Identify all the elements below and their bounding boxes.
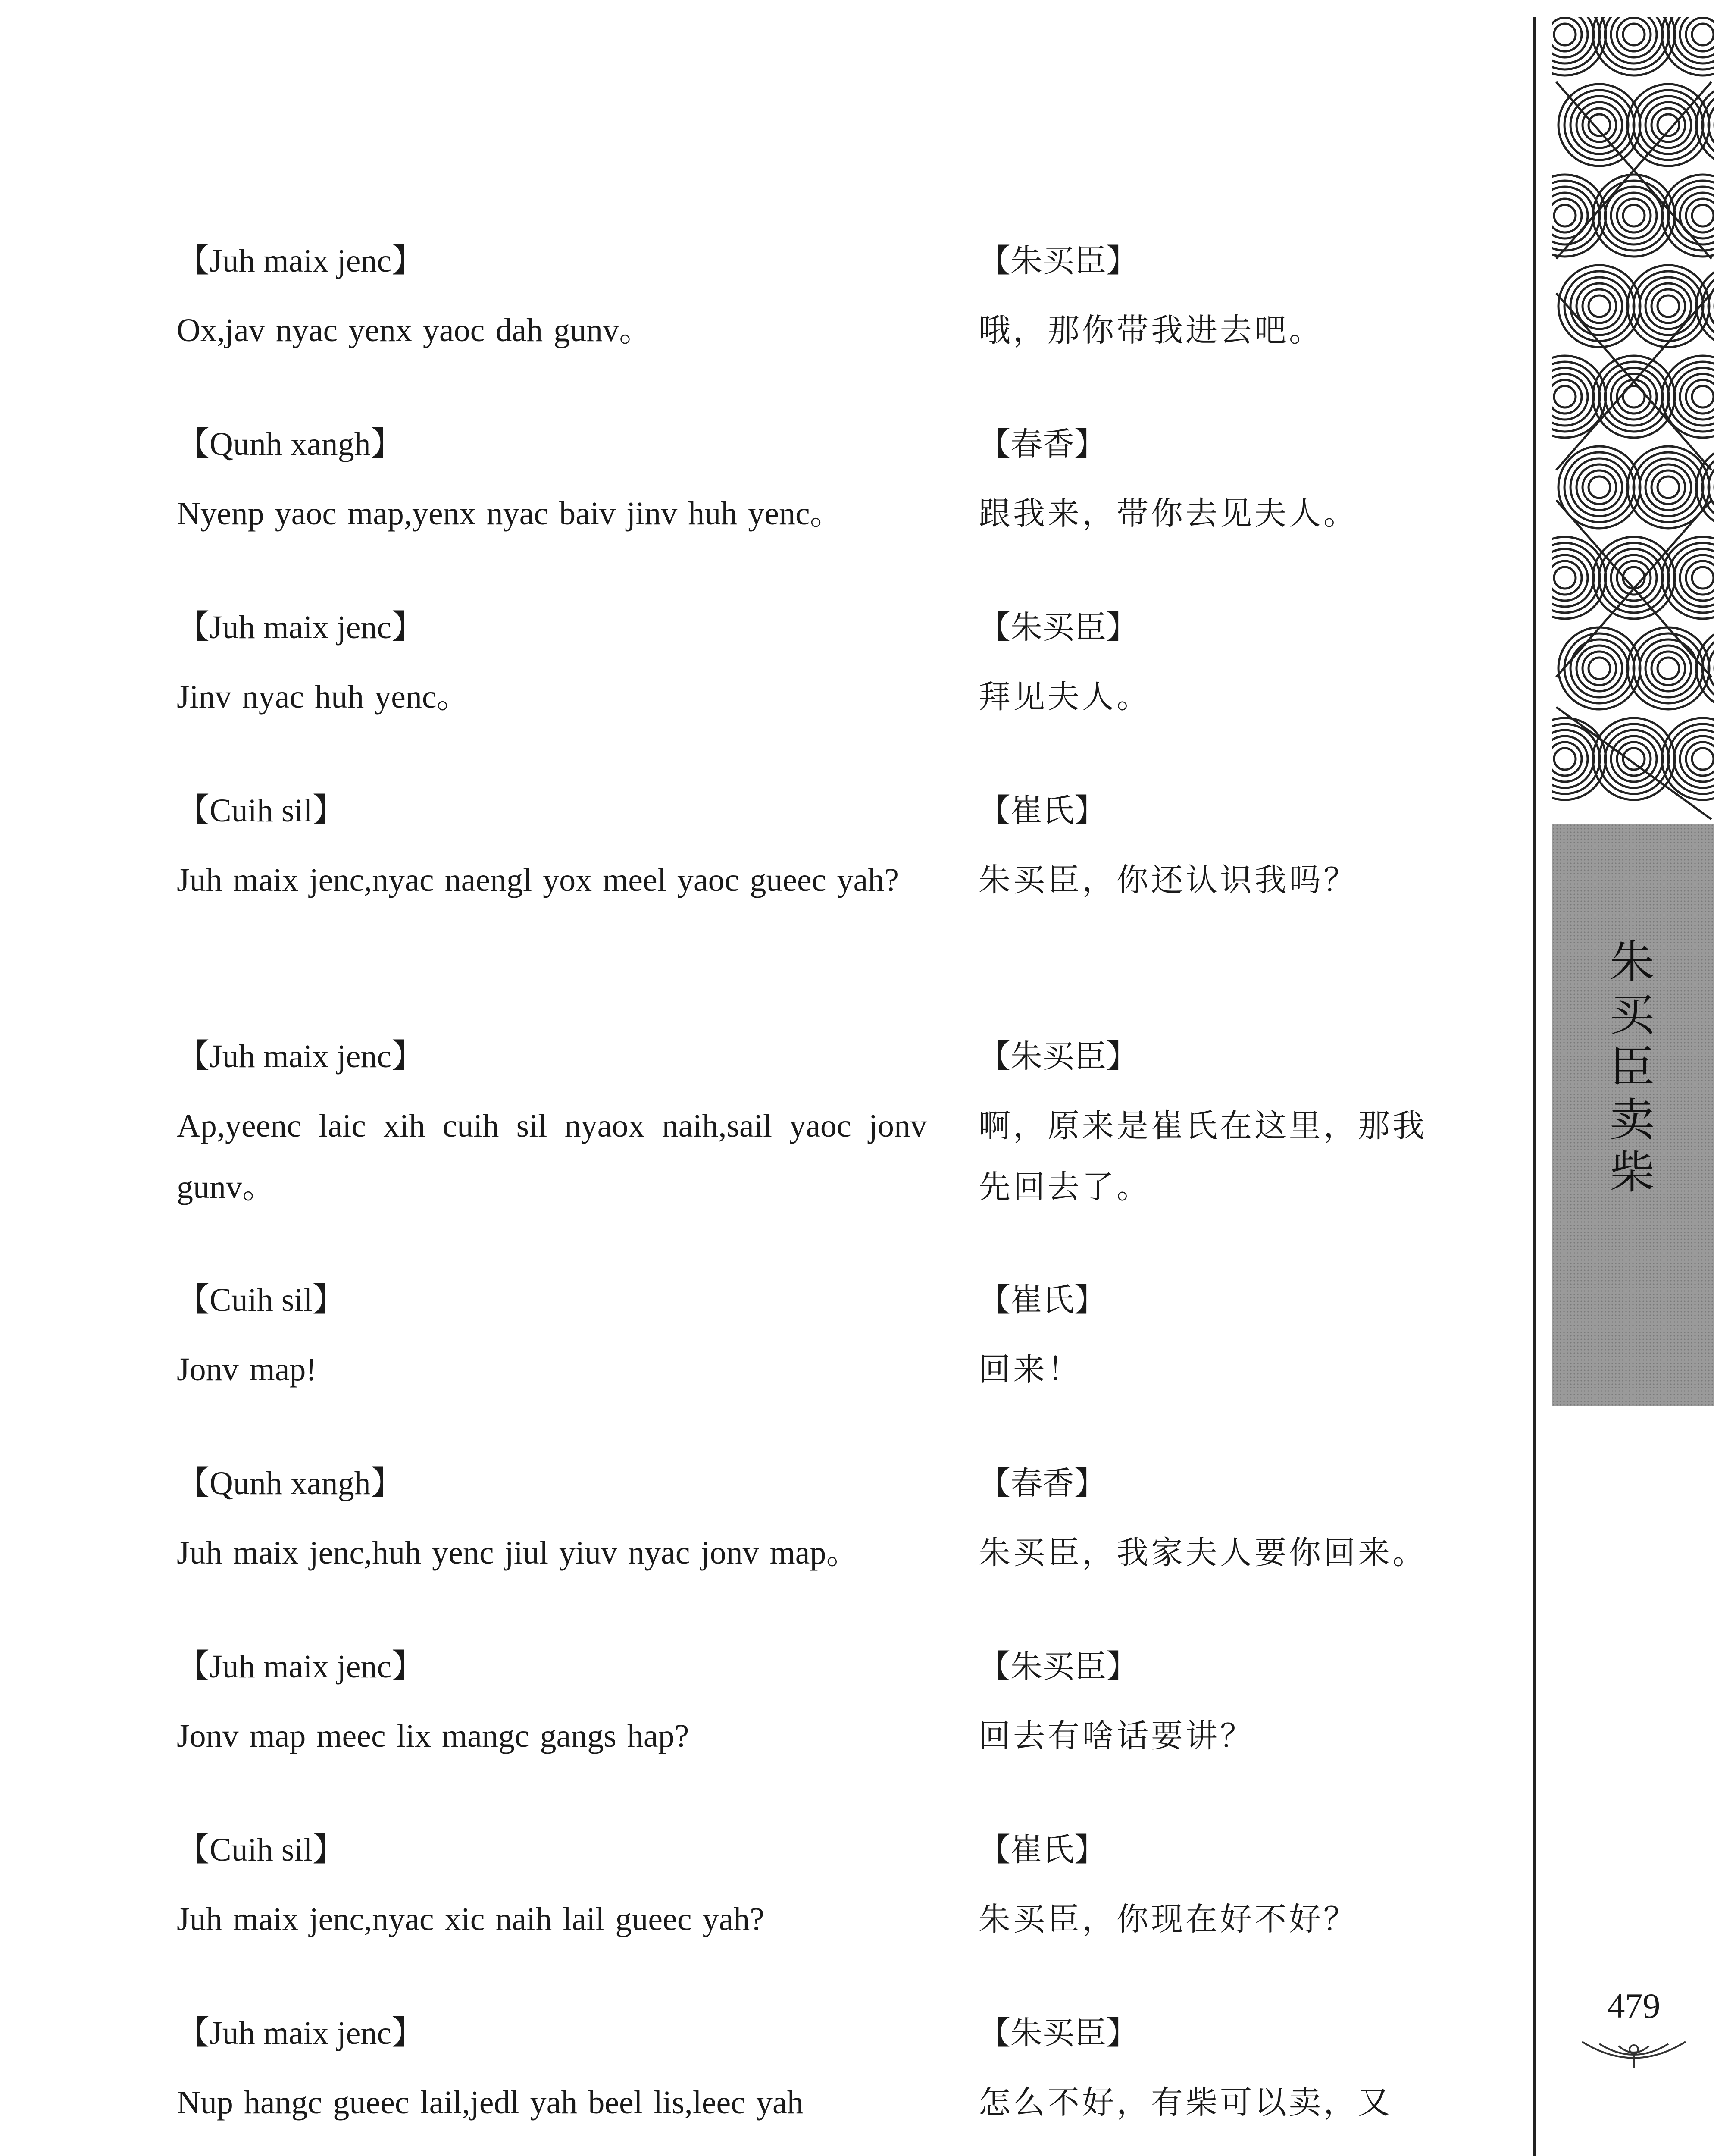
speaker-dong: 【Cuih sil】 bbox=[177, 1282, 345, 1318]
line-chinese: 回来！ bbox=[979, 1351, 1082, 1388]
chapter-title-char: 卖 bbox=[1609, 1094, 1656, 1146]
line-dong: Jinv nyac huh yenc。 bbox=[177, 679, 469, 715]
line-dong: Ap,yeenc laic xih cuih sil nyaox naih,sail yaoc jonv gunv。 bbox=[177, 1108, 927, 1205]
line-dong: Jonv map meec lix mangc gangs hap? bbox=[177, 1718, 689, 1754]
speaker-dong: 【Juh maix jenc】 bbox=[177, 1648, 425, 1685]
line-dong: Nup hangc gueec lail,jedl yah beel lis,leec yah bbox=[177, 2084, 804, 2121]
line-dong: Juh maix jenc,nyac naengl yox meel yaoc gueec yah? bbox=[177, 862, 899, 898]
speaker-chinese: 【崔氏】 bbox=[979, 1282, 1106, 1319]
line-dong: Nyenp yaoc map,yenx nyac baiv jinv huh yenc。 bbox=[177, 495, 843, 532]
chapter-title-char: 朱 bbox=[1609, 936, 1656, 988]
speaker-chinese: 【朱买臣】 bbox=[979, 1038, 1138, 1075]
speaker-dong: 【Cuih sil】 bbox=[177, 1832, 345, 1868]
line-chinese: 跟我来，带你去见夫人。 bbox=[979, 495, 1358, 532]
speaker-dong: 【Juh maix jenc】 bbox=[177, 1038, 425, 1075]
speaker-dong: 【Cuih sil】 bbox=[177, 793, 345, 829]
lotus-ornament-icon bbox=[1578, 2033, 1690, 2072]
line-chinese: 朱买臣，你还认识我吗？ bbox=[979, 862, 1358, 899]
line-chinese: 哦，那你带我进去吧。 bbox=[979, 312, 1323, 349]
chapter-title-char: 臣 bbox=[1609, 1041, 1656, 1094]
line-dong: Juh maix jenc,huh yenc jiul yiuv nyac jonv map。 bbox=[177, 1535, 859, 1571]
line-chinese: 怎么不好，有柴可以卖，又 bbox=[979, 2084, 1392, 2121]
speaker-chinese: 【朱买臣】 bbox=[979, 242, 1138, 279]
speaker-chinese: 【春香】 bbox=[979, 426, 1106, 463]
speaker-dong: 【Juh maix jenc】 bbox=[177, 2015, 425, 2051]
line-chinese: 拜见夫人。 bbox=[979, 678, 1151, 715]
speaker-dong: 【Qunh xangh】 bbox=[177, 426, 403, 462]
line-chinese: 回去有啥话要讲？ bbox=[979, 1717, 1254, 1755]
line-chinese: 朱买臣，我家夫人要你回来。 bbox=[979, 1534, 1427, 1571]
speaker-dong: 【Juh maix jenc】 bbox=[177, 243, 425, 279]
speaker-dong: 【Juh maix jenc】 bbox=[177, 609, 425, 646]
chapter-title-band bbox=[1552, 824, 1714, 1406]
line-dong: Juh maix jenc,nyac xic naih lail gueec yah? bbox=[177, 1901, 765, 1937]
speaker-chinese: 【春香】 bbox=[979, 1465, 1106, 1502]
speaker-chinese: 【崔氏】 bbox=[979, 792, 1106, 829]
line-dong: Ox,jav nyac yenx yaoc dah gunv。 bbox=[177, 312, 652, 348]
line-chinese: 朱买臣，你现在好不好？ bbox=[979, 1901, 1358, 1938]
line-chinese: 啊，原来是崔氏在这里，那我先回去了。 bbox=[979, 1107, 1427, 1206]
speaker-chinese: 【崔氏】 bbox=[979, 1831, 1106, 1868]
speaker-chinese: 【朱买臣】 bbox=[979, 2015, 1138, 2052]
chapter-title-char: 买 bbox=[1609, 988, 1656, 1041]
speaker-dong: 【Qunh xangh】 bbox=[177, 1465, 403, 1501]
chapter-title-char: 柴 bbox=[1609, 1146, 1656, 1199]
speaker-chinese: 【朱买臣】 bbox=[979, 609, 1138, 646]
speaker-chinese: 【朱买臣】 bbox=[979, 1648, 1138, 1685]
margin-rule-thick bbox=[1533, 17, 1536, 2156]
cloud-scroll-pattern-icon bbox=[1552, 17, 1714, 824]
page-number: 479 bbox=[1607, 1986, 1661, 2025]
chapter-title bbox=[1552, 936, 1714, 1199]
line-dong: Jonv map! bbox=[177, 1351, 317, 1388]
